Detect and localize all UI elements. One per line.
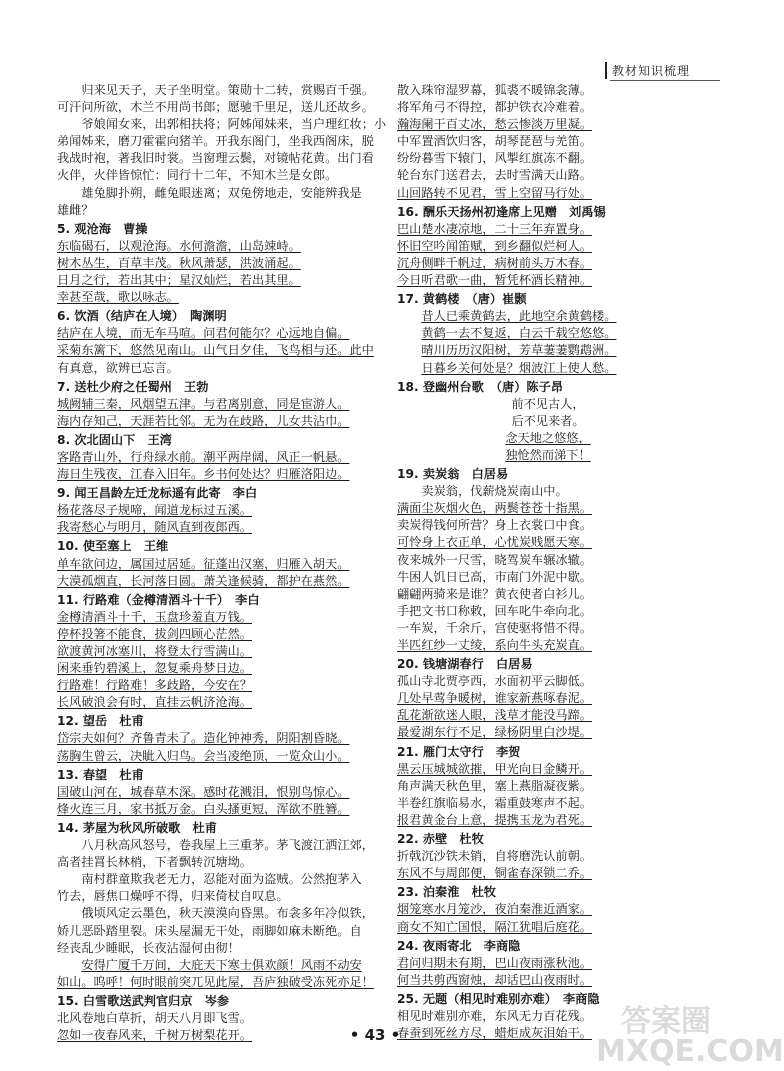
section-header: 教材知识梳理 (605, 62, 690, 79)
poem-line: 轮台东门送君去，去时雪满天山路。 (397, 168, 592, 183)
poem-line: 归来见天子，天子坐明堂。策勋十二转，赏赐百千强。 (81, 83, 374, 97)
poem-line: 牛困人饥日已高，市南门外泥中歇。 (397, 569, 592, 584)
poem-title: 16. 酬乐天扬州初逢席上见赠 刘禹锡 (397, 204, 606, 219)
poem-title: 19. 卖炭翁 白居易 (397, 467, 509, 482)
poem-line: 欲渡黄河冰塞川，将登太行雪满山。 (57, 644, 252, 658)
poem-line: 雄兔脚扑朔，雌兔眼迷离；双兔傍地走，安能辨我是 (81, 185, 362, 200)
poem-title: 6. 饮酒（结庐在人境） 陶渊明 (57, 309, 227, 324)
poem-line: 俄顷风定云墨色，秋天漠漠向昏黑。布衾多年冷似铁， (81, 906, 374, 921)
poem-line: 最爱湖东行不足，绿杨阴里白沙堤。 (397, 725, 592, 740)
poem-line: 将军角弓不得控，都护铁衣冷难着。 (397, 100, 592, 115)
poem-title: 5. 观沧海 曹操 (57, 221, 148, 236)
poem-title: 21. 雁门太守行 李贺 (397, 744, 521, 759)
poem-title: 14. 茅屋为秋风所破歌 杜甫 (57, 820, 217, 835)
poem-line: 城阙辅三秦，风烟望五津。与君离别意，同是宦游人。 (57, 396, 350, 411)
poem-title: 9. 闻王昌龄左迁龙标遥有此寄 李白 (57, 486, 258, 501)
poem-line: 念天地之悠悠， (505, 430, 591, 445)
watermark-logo: 答案圈 MXQE.COM (596, 1004, 784, 1069)
poem-title: 13. 春望 杜甫 (57, 767, 144, 782)
poem-line: 海日生残夜，江春入旧年。乡书何处达？归雁洛阳边。 (57, 467, 350, 482)
poem-line: 闲来垂钓碧溪上，忽复乘舟梦日边。 (57, 661, 252, 676)
poem-line: 独怆然而涕下！ (505, 447, 591, 462)
poem-line: 黑云压城城欲摧，甲光向日金鳞开。 (397, 761, 592, 776)
poem-title: 12. 望岳 杜甫 (57, 714, 144, 729)
poem-line: 海内存知己，天涯若比邻。无为在歧路，儿女共沾巾。 (57, 413, 350, 428)
poem-line: 忽如一夜春风来，千树万树梨花开。 (57, 1028, 252, 1043)
poem-line: 孤山寺北贾亭西，水面初平云脚低。 (397, 674, 592, 689)
poem-title: 7. 送杜少府之任蜀州 王勃 (57, 379, 209, 394)
poem-line: 日月之行，若出其中；星汉灿烂，若出其里。 (57, 273, 301, 288)
poem-line: 竹去，唇焦口燥呼不得，归来倚杖自叹息。 (57, 889, 289, 904)
poem-line: 可怜身上衣正单，心忧炭贱愿天寒。 (397, 535, 592, 550)
poem-title: 11. 行路难（金樽清酒斗十千） 李白 (57, 592, 260, 607)
poem-line: 沉舟侧畔千帆过，病树前头万木春。 (397, 255, 592, 270)
poem-line: 折戟沉沙铁未销，自将磨洗认前朝。 (397, 849, 592, 864)
poem-line: 杨花落尽子规啼，闻道龙标过五溪。 (57, 503, 252, 518)
poem-line: 行路难！行路难！多歧路，今安在？ (57, 678, 252, 693)
poem-line: 怀旧空吟闻笛赋，到乡翻似烂柯人。 (397, 238, 592, 253)
poem-title: 15. 白雪歌送武判官归京 岑参 (57, 993, 230, 1008)
poem-line: 巴山楚水凄凉地，二十三年弃置身。 (397, 221, 592, 236)
poem-line: 停杯投箸不能食，拔剑四顾心茫然。 (57, 626, 252, 641)
poem-line: 几处早莺争暖树，谁家新燕啄春泥。 (397, 691, 592, 706)
header-divider (610, 80, 720, 81)
poem-line: 岱宗夫如何？齐鲁青未了。造化钟神秀，阴阳割昏晓。 (57, 731, 350, 746)
poem-line: 晴川历历汉阳树，芳草萋萋鹦鹉洲。 (421, 343, 617, 358)
poem-line: 客路青山外，行舟绿水前。潮平两岸阔，风正一帆悬。 (57, 449, 350, 464)
poem-line: 国破山河在，城春草木深。感时花溅泪，恨别鸟惊心。 (57, 784, 350, 799)
poem-line: 乱花渐欲迷人眼，浅草才能没马蹄。 (397, 708, 592, 723)
poem-title: 8. 次北固山下 王湾 (57, 432, 172, 447)
poem-line: 夜来城外一尺雪，晓驾炭车辗冰辙。 (397, 552, 592, 567)
poem-line: 瀚海阑干百丈冰，愁云惨淡万里凝。 (397, 117, 592, 132)
poem-line: 采菊东篱下，悠然见南山。山气日夕佳，飞鸟相与还。此中 (57, 343, 374, 358)
poem-title: 23. 泊秦淮 杜牧 (397, 885, 496, 900)
poem-title: 17. 黄鹤楼 （唐）崔颢 (397, 292, 527, 307)
poem-line: 君问归期未有期，巴山夜雨涨秋池。 (397, 955, 592, 970)
poem-line: 角声满天秋色里，塞上燕脂凝夜紫。 (397, 778, 592, 793)
page-number: • 43 • (349, 1026, 401, 1044)
poem-line: 金樽清酒斗十千，玉盘珍羞直万钱。 (57, 609, 252, 624)
poem-line: 半卷红旗临易水，霜重鼓寒声不起。 (397, 795, 592, 810)
poem-line: 可汗问所欲，木兰不用尚书郎；愿驰千里足，送儿还故乡。 (57, 100, 374, 115)
poem-title: 22. 赤壁 杜牧 (397, 832, 484, 847)
poem-line: 幸甚至哉，歌以咏志。 (57, 290, 179, 305)
poem-line: 大漠孤烟直，长河落日圆。萧关逢候骑，都护在燕然。 (57, 573, 350, 588)
poem-title: 24. 夜雨寄北 李商隐 (397, 938, 521, 953)
poem-line: 卖炭得钱何所营？身上衣裳口中食。 (397, 518, 592, 533)
poem-line: 火伴，火伴皆惊忙：同行十二年，不知木兰是女郎。 (57, 168, 338, 183)
poem-line: 山回路转不见君，雪上空留马行处。 (397, 185, 592, 200)
poem-line: 如山。呜呼！何时眼前突兀见此屋，吾庐独破受冻死亦足！ (57, 974, 374, 989)
poem-line: 半匹红纱一丈绫，系向牛头充炭直。 (397, 638, 592, 652)
poem-line: 我寄愁心与明月，随风直到夜郎西。 (57, 520, 252, 535)
poem-line: 烽火连三月，家书抵万金。白头搔更短，浑欲不胜簪。 (57, 801, 350, 816)
poem-line: 手把文书口称敕，回车叱牛牵向北。 (397, 603, 592, 618)
poem-line: 东临碣石，以观沧海。水何澹澹，山岛竦峙。 (57, 238, 301, 253)
poem-title: 25. 无题（相见时难别亦难） 李商隐 (397, 991, 600, 1006)
poem-line: 长风破浪会有时，直挂云帆济沧海。 (57, 695, 252, 710)
poem-line: 黄鹤一去不复返，白云千载空悠悠。 (421, 326, 617, 341)
poem-line: 雄雌？ (57, 202, 94, 217)
poem-line: 高者挂罥长林梢，下者飘转沉塘坳。 (57, 855, 252, 870)
poem-line: 一车炭，千余斤，宫使驱将惜不得。 (397, 620, 592, 635)
poem-line: 南村群童欺我老无力，忍能对面为盗贼。公然抱茅入 (81, 872, 362, 887)
poem-line: 经丧乱少睡眠，长夜沾湿何由彻！ (57, 940, 240, 955)
poem-line: 我战时袍，著我旧时裳。当窗理云鬓，对镜帖花黄。出门看 (57, 151, 374, 166)
poem-line: 何当共剪西窗烛，却话巴山夜雨时。 (397, 972, 592, 987)
poem-line: 散入珠帘湿罗幕，狐裘不暖锦衾薄。 (397, 83, 592, 97)
poem-title: 20. 钱塘湖春行 白居易 (397, 657, 533, 672)
poem-title: 10. 使至塞上 王维 (57, 539, 169, 554)
poem-title: 18. 登幽州台歌 （唐）陈子昂 (397, 379, 563, 394)
poem-line: 卖炭翁，伐薪烧炭南山中。 (421, 484, 568, 499)
poem-line: 单车欲问边，属国过居延。征蓬出汉塞，归雁入胡天。 (57, 556, 350, 571)
poem-line: 今日听君歌一曲，暂凭杯酒长精神。 (397, 273, 592, 288)
poem-line: 春蚕到死丝方尽，蜡炬成灰泪始干。 (397, 1026, 592, 1041)
poem-line: 北风卷地白草折，胡天八月即飞雪。 (57, 1010, 252, 1025)
poem-line: 八月秋高风怒号，卷我屋上三重茅。茅飞渡江洒江郊， (81, 838, 374, 853)
poem-line: 后不见来者。 (511, 413, 585, 428)
poem-line: 树木丛生，百草丰茂。秋风萧瑟，洪波涌起。 (57, 255, 301, 270)
poem-line: 日暮乡关何处是？烟波江上使人愁。 (421, 360, 617, 375)
poem-line: 爷娘闻女来，出郭相扶将；阿姊闻妹来，当户理红妆；小 (81, 117, 387, 132)
poem-line: 商女不知亡国恨，隔江犹唱后庭花。 (397, 919, 592, 934)
poem-line: 烟笼寒水月笼沙，夜泊秦淮近酒家。 (397, 902, 592, 917)
poem-line: 娇儿恶卧踏里裂。床头屋漏无干处，雨脚如麻未断绝。自 (57, 923, 362, 938)
poem-line: 中军置酒饮归客，胡琴琵琶与羌笛。 (397, 134, 592, 149)
poem-line: 翩翩两骑来是谁？黄衣使者白衫儿。 (397, 586, 592, 601)
poem-line: 安得广厦千万间，大庇天下寒士俱欢颜！风雨不动安 (81, 957, 362, 972)
right-column (397, 82, 699, 1042)
poem-line: 结庐在人境，而无车马喧。问君何能尔？心远地自偏。 (57, 326, 350, 341)
poem-line: 纷纷暮雪下辕门，风掣红旗冻不翻。 (397, 151, 592, 166)
poem-line: 荡胸生曾云，决眦入归鸟。会当凌绝顶，一览众山小。 (57, 748, 350, 763)
poem-line: 报君黄金台上意，提携玉龙为君死。 (397, 812, 592, 827)
poem-line: 前不见古人， (511, 396, 585, 411)
poem-line: 昔人已乘黄鹤去，此地空余黄鹤楼。 (421, 309, 617, 324)
poem-line: 满面尘灰烟火色，两鬓苍苍十指黑。 (397, 501, 592, 516)
page-number-value: 43 (364, 1026, 386, 1044)
poem-line: 东风不与周郎便，铜雀春深锁二乔。 (397, 866, 592, 881)
poem-line: 相见时难别亦难，东风无力百花残。 (397, 1008, 592, 1023)
poem-line: 弟闻姊来，磨刀霍霍向猪羊。开我东阁门，坐我西阁床，脱 (57, 134, 374, 149)
poem-line: 有真意，欲辨已忘言。 (57, 360, 179, 375)
